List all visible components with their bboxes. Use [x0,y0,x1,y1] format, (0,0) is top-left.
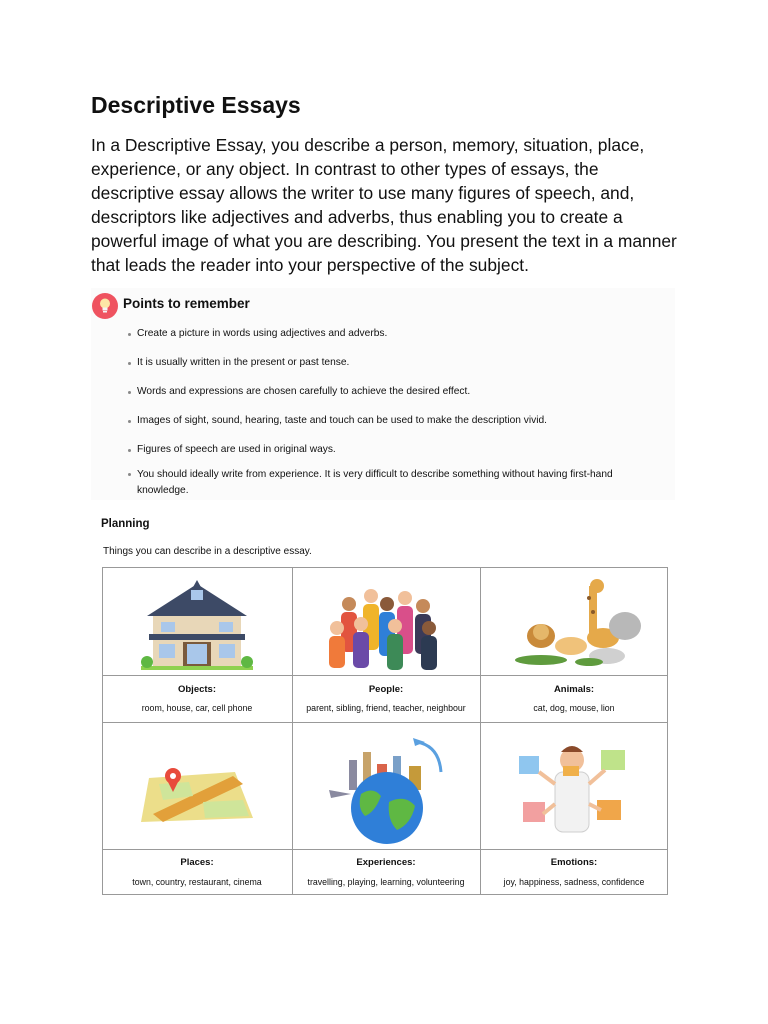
emotions-illustration [515,732,627,844]
point-item: Create a picture in words using adjectives and adverbs. [128,326,648,343]
category-examples-objects: room, house, car, cell phone [141,703,253,713]
crowd-illustration [325,574,447,672]
category-examples-emotions: joy, happiness, sadness, confidence [503,877,645,887]
category-examples-places: town, country, restaurant, cinema [132,877,262,887]
animals-illustration [511,576,641,670]
category-label-places: Places: [180,857,214,868]
intro-paragraph: In a Descriptive Essay, you describe a person, memory, situation, place, experience, or any object. In contrast to other types of essays, the descriptive essay allows the writer to use many figures of speech, and, descriptors like adjectives and adverbs, thus enabling you to create a powerful image of what you are describing. You present the text in a manner that leads the reader into your perspective of the subject. [91,135,677,275]
category-label-people: People: [368,684,404,695]
category-label-emotions: Emotions: [550,857,598,868]
point-item: You should ideally write from experience. It is very difficult to describe something without having first-hand knowledge. [128,467,627,499]
house-illustration [141,576,253,672]
points-title: Points to remember [123,296,250,311]
point-item: It is usually written in the present or past tense. [128,355,648,372]
globe-illustration [321,732,451,846]
lightbulb-icon [92,293,118,319]
point-item: Words and expressions are chosen carefully to achieve the desired effect. [128,384,648,401]
point-item: Figures of speech are used in original ways. [128,442,648,459]
map-pin-illustration [139,762,255,826]
category-label-experiences: Experiences: [356,857,416,868]
category-label-objects: Objects: [177,684,216,695]
category-label-animals: Animals: [553,684,595,695]
category-examples-animals: cat, dog, mouse, lion [533,703,615,713]
planning-title: Planning [101,518,150,530]
category-examples-people: parent, sibling, friend, teacher, neighbour [306,703,466,713]
page-title: Descriptive Essays [91,92,301,118]
category-examples-experiences: travelling, playing, learning, volunteering [307,877,465,887]
planning-subtitle: Things you can describe in a descriptive essay. [103,546,312,557]
categories-table [102,567,668,895]
point-item: Images of sight, sound, hearing, taste and touch can be used to make the description vivid. [128,413,648,430]
